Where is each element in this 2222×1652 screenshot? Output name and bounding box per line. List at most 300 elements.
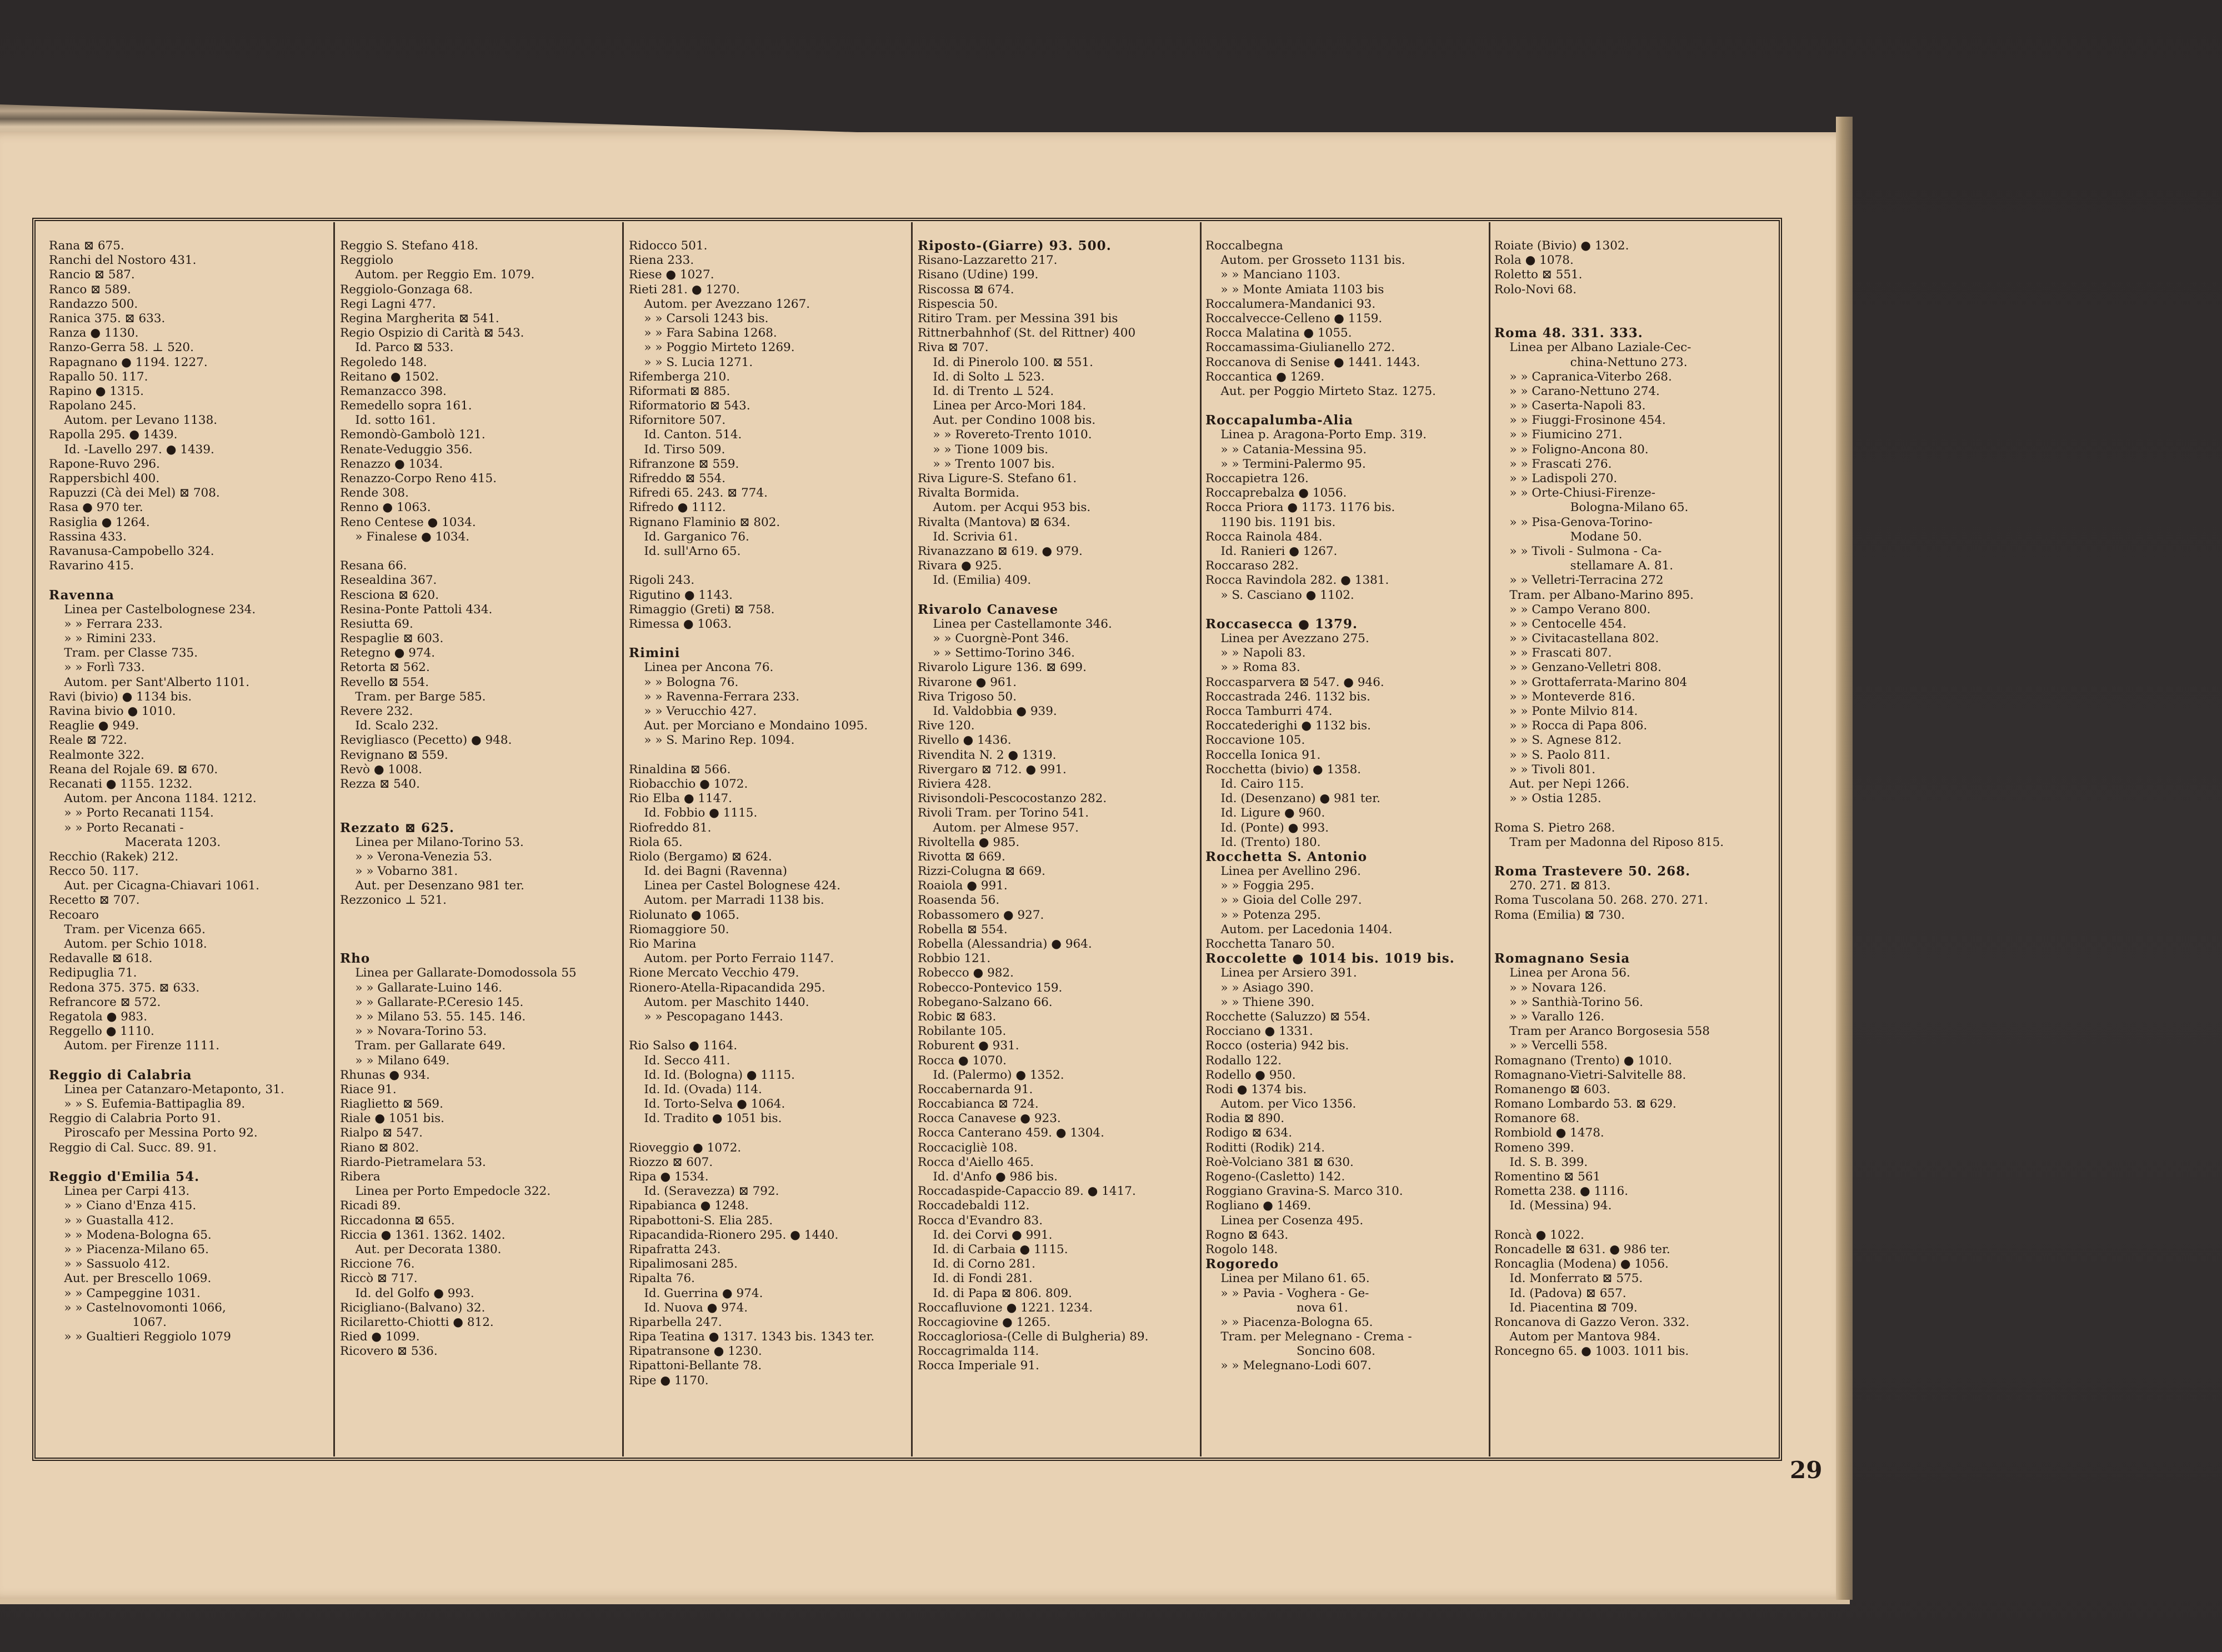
index-entry: » Finalese ● 1034. [340,529,470,544]
index-entry: Riola 65. [629,835,683,849]
index-entry: Riace 91. [340,1082,397,1097]
index-entry: Rifornitore 507. [629,413,726,428]
index-entry: Retorta ⊠ 562. [340,660,430,675]
index-entry: Riaglietto ⊠ 569. [340,1097,443,1112]
index-entry: Resciona ⊠ 620. [340,588,439,602]
index-entry: Rasiglia ● 1264. [49,515,150,529]
index-entry: Id. (Emilia) 409. [918,573,1032,588]
index-entry: Linea per Porto Empedocle 322. [340,1184,551,1199]
index-entry: Autom per Mantova 984. [1494,1330,1661,1344]
index-entry: Rivarone ● 961. [918,675,1017,689]
index-entry: Ranzo-Gerra 58. ⊥ 520. [49,341,194,355]
index-entry: Rapone-Ruvo 296. [49,457,160,471]
index-heading: Reggio d'Emilia 54. [49,1169,200,1184]
index-entry: Id. Parco ⊠ 533. [340,341,454,355]
index-entry: Id. S. B. 399. [1494,1155,1588,1169]
index-entry: Aut. per Nepi 1266. [1494,777,1630,791]
index-entry: Aut. per Poggio Mirteto Staz. 1275. [1205,384,1437,398]
index-heading: Roccasecca ● 1379. [1205,616,1358,632]
index-entry: Roccagloriosa-(Celle di Bulgheria) 89. [918,1330,1149,1344]
index-entry: Roma (Emilia) ⊠ 730. [1494,908,1625,922]
index-entry: Rocca Rainola 484. [1205,529,1323,544]
index-entry: » » Pescopagano 1443. [629,1009,783,1024]
index-entry: stellamare A. 81. [1494,559,1674,573]
index-entry: Remanzacco 398. [340,384,447,398]
index-entry: Ripabianca ● 1248. [629,1199,749,1213]
index-entry: Ripatransone ● 1230. [629,1344,762,1359]
index-entry: Rapuzzi (Cà dei Mel) ⊠ 708. [49,486,220,500]
index-entry: Reaglie ● 949. [49,719,139,733]
index-entry: Roccabianca ⊠ 724. [918,1097,1039,1112]
index-entry: Riva ⊠ 707. [918,341,989,355]
index-entry: » » Termini-Palermo 95. [1205,457,1366,471]
index-entry: Rocchette (Saluzzo) ⊠ 554. [1205,1009,1370,1024]
index-entry: Ripalta 76. [629,1271,695,1286]
index-entry: Resina-Ponte Pattoli 434. [340,602,493,617]
index-entry: Aut. per Decorata 1380. [340,1242,502,1256]
index-entry: Reggio S. Stefano 418. [340,239,479,253]
index-entry: Renate-Veduggio 356. [340,442,473,457]
index-entry: Id. Ranieri ● 1267. [1205,544,1338,558]
index-entry: china-Nettuno 273. [1494,355,1688,369]
index-entry: Aut. per Condino 1008 bis. [918,413,1096,428]
index-entry: Reggiolo-Gonzaga 68. [340,282,473,297]
index-entry: Autom. per Acqui 953 bis. [918,500,1091,515]
index-entry: Revere 232. [340,704,413,718]
index-entry: Romentino ⊠ 561 [1494,1170,1601,1184]
index-entry: Id. (Padova) ⊠ 657. [1494,1286,1627,1300]
index-entry: Rodigo ⊠ 634. [1205,1126,1293,1140]
index-entry: Autom. per Avezzano 1267. [629,297,810,311]
index-entry: Rocca Priora ● 1173. 1176 bis. [1205,500,1395,515]
index-entry: Linea per Castel Bolognese 424. [629,879,841,893]
index-entry: » » Ladispoli 270. [1494,472,1618,485]
index-entry: Roccalvecce-Celleno ● 1159. [1205,311,1383,326]
index-entry: » » Porto Recanati 1154. [49,806,214,820]
index-entry: Riccia ● 1361. 1362. 1402. [340,1228,506,1242]
index-entry: » » Tivoli 801. [1494,762,1596,777]
index-entry: Romagnano (Trento) ● 1010. [1494,1053,1672,1068]
index-entry: Roccastrada 246. 1132 bis. [1205,689,1370,704]
index-entry: Ravina bivio ● 1010. [49,704,176,718]
index-entry: Rivalta Bormida. [918,486,1019,500]
index-entry: Rimaggio (Greti) ⊠ 758. [629,602,775,617]
index-entry: » » Rocca di Papa 806. [1494,719,1648,733]
index-entry: Reggello ● 1110. [49,1024,154,1039]
index-entry: Revò ● 1008. [340,762,422,777]
index-entry: Ranica 375. ⊠ 633. [49,311,166,326]
index-entry: Rinaldina ⊠ 566. [629,762,731,777]
index-entry: Rolo-Novi 68. [1494,282,1577,297]
index-entry: Recetto ⊠ 707. [49,893,140,908]
index-entry: » » Gallarate-Luino 146. [340,980,503,995]
index-entry: Roccatederighi ● 1132 bis. [1205,719,1372,733]
index-entry: » » S. Marino Rep. 1094. [629,733,795,748]
index-entry: Renno ● 1063. [340,500,431,515]
index-entry: Roma S. Pietro 268. [1494,820,1615,835]
index-entry: Rifredo ● 1112. [629,500,726,515]
blank-line [629,632,907,646]
index-entry: Rivello ● 1436. [918,733,1012,748]
index-entry: Rocchetta Tanaro 50. [1205,937,1335,951]
blank-line [340,937,618,952]
index-heading: Roccolette ● 1014 bis. 1019 bis. [1205,951,1455,967]
index-entry: » » Velletri-Terracina 272 [1494,573,1664,588]
index-entry: Rappersbichl 400. [49,472,160,485]
index-entry: » » Santhià-Torino 56. [1494,995,1643,1009]
index-column-6 [1494,239,1772,1455]
column-divider [333,222,335,1456]
index-entry: Roccadebaldi 112. [918,1199,1030,1213]
index-entry: Resealdina 367. [340,573,437,588]
index-entry: Rapolla 295. ● 1439. [49,428,178,442]
index-entry: Roncanova di Gazzo Veron. 332. [1494,1315,1690,1329]
index-heading: Rezzato ⊠ 625. [340,820,455,835]
index-entry: Id. Ligure ● 960. [1205,806,1325,820]
index-entry: Roccacigliè 108. [918,1140,1018,1155]
index-entry: Riformati ⊠ 885. [629,384,730,398]
index-entry: Riscossa ⊠ 674. [918,282,1014,297]
index-entry: Roiate (Bivio) ● 1302. [1494,239,1629,253]
index-entry: » » Capranica-Viterbo 268. [1494,369,1672,384]
index-entry: » » Milano 53. 55. 145. 146. [340,1009,526,1024]
index-entry: Reggiolo [340,253,394,268]
index-entry: Rivalta (Mantova) ⊠ 634. [918,515,1070,529]
index-entry: Id. (Desenzano) ● 981 ter. [1205,792,1380,806]
index-entry: Roncaglia (Modena) ● 1056. [1494,1257,1669,1271]
blank-line [629,1126,907,1140]
index-entry: Autom. per Schio 1018. [49,937,207,951]
index-entry: » » Carano-Nettuno 274. [1494,384,1660,398]
index-entry: » » Fiuggi-Frosinone 454. [1494,413,1666,428]
blank-line [1494,923,1772,937]
index-entry: 270. 271. ⊠ 813. [1494,879,1611,893]
index-entry: » » Ponte Milvio 814. [1494,704,1638,718]
index-entry: Rapolano 245. [49,399,137,413]
index-entry: Rieti 281. ● 1270. [629,282,740,297]
index-entry: Roccaprebalza ● 1056. [1205,486,1347,500]
index-entry: » » Fara Sabina 1268. [629,326,777,341]
index-entry: » » Napoli 83. [1205,646,1306,660]
index-entry: Ravarino 415. [49,559,134,573]
index-entry: Redavalle ⊠ 618. [49,952,153,966]
index-entry: Id. Nuova ● 974. [629,1300,748,1315]
column-divider [1200,222,1202,1456]
index-entry: Autom. per Vico 1356. [1205,1097,1357,1112]
index-entry: Realmonte 322. [49,748,144,762]
blank-line [1494,297,1772,312]
index-entry: Robassomero ● 927. [918,908,1044,922]
index-entry: » » Campeggine 1031. [49,1286,201,1300]
blank-line [340,806,618,820]
index-entry: Riobacchio ● 1072. [629,777,748,791]
index-entry: Rogolo 148. [1205,1242,1278,1256]
index-entry: Id. di Corno 281. [918,1257,1035,1271]
index-entry: Id. di Trento ⊥ 524. [918,384,1054,398]
index-entry: » » Guastalla 412. [49,1213,174,1228]
index-entry: Roditti (Rodik) 214. [1205,1140,1325,1155]
index-entry: Linea per Avellino 296. [1205,864,1361,879]
column-divider [911,222,913,1456]
index-entry: Autom. per Ancona 1184. 1212. [49,792,257,806]
index-entry: Id. (Seravezza) ⊠ 792. [629,1184,779,1199]
index-entry: Rifemberga 210. [629,369,730,384]
index-entry: Linea per Carpi 413. [49,1184,190,1199]
index-entry: Id. (Messina) 94. [1494,1199,1612,1213]
index-entry: Rivoli Tram. per Torino 541. [918,806,1089,820]
index-entry: Ranza ● 1130. [49,326,139,341]
index-entry: Linea per Arsiero 391. [1205,966,1357,980]
index-entry: » » Modena-Bologna 65. [49,1228,212,1242]
index-entry: Rocco (osteria) 942 bis. [1205,1039,1349,1053]
index-entry: Rodallo 122. [1205,1053,1282,1068]
index-entry: » » S. Eufemia-Battipaglia 89. [49,1097,246,1112]
index-heading: Rho [340,951,371,967]
index-entry: 1067. [49,1315,167,1329]
index-heading: Rogoredo [1205,1256,1279,1272]
index-entry: Rocciano ● 1331. [1205,1024,1313,1039]
index-entry: Ricilaretto-Chiotti ● 812. [340,1315,494,1329]
index-entry: Linea per Milano-Torino 53. [340,835,524,849]
index-entry: Linea per Arona 56. [1494,966,1630,980]
index-entry: Ripe ● 1170. [629,1373,709,1388]
index-entry: Linea per Milano 61. 65. [1205,1271,1370,1286]
blank-line [629,1024,907,1039]
index-entry: Id. dei Bagni (Ravenna) [629,864,788,879]
index-entry: Resana 66. [340,559,407,573]
blank-line [1494,806,1772,820]
index-entry: Riena 233. [629,253,694,268]
index-entry: Rispescia 50. [918,297,998,311]
index-entry: Reggio di Cal. Succ. 89. 91. [49,1140,217,1155]
index-heading: Ravenna [49,587,114,603]
index-entry: » » Genzano-Velletri 808. [1494,660,1662,675]
index-entry: Rioveggio ● 1072. [629,1140,742,1155]
index-entry: » » Manciano 1103. [1205,268,1340,282]
index-entry: Riolunato ● 1065. [629,908,739,922]
index-entry: » » Trento 1007 bis. [918,457,1055,471]
index-entry: Ripa ● 1534. [629,1170,709,1184]
blank-line [918,588,1195,603]
index-entry: Macerata 1203. [49,835,221,849]
index-entry: Id. Tradito ● 1051 bis. [629,1112,782,1126]
index-entry: Remondò-Gambolò 121. [340,428,486,442]
index-entry: Rapallo 50. 117. [49,369,148,384]
index-entry: Tram. per Gallarate 649. [340,1039,506,1053]
index-entry: Romanore 68. [1494,1112,1580,1126]
index-entry: Randazzo 500. [49,297,138,311]
index-entry: » » Grottaferrata-Marino 804 [1494,675,1688,689]
index-entry: Rittnerbahnhof (St. del Rittner) 400 [918,326,1136,341]
index-entry: Tram. per Vicenza 665. [49,922,206,937]
index-entry: Autom. per Grosseto 1131 bis. [1205,253,1405,268]
index-entry: Roburent ● 931. [918,1039,1019,1053]
index-entry: Id. Valdobbia ● 939. [918,704,1057,718]
index-entry: Ranco ⊠ 589. [49,282,131,297]
index-entry: Rigoli 243. [629,573,695,588]
index-entry: Tram per Aranco Borgosesia 558 [1494,1024,1710,1039]
index-entry: Riccadonna ⊠ 655. [340,1213,455,1228]
index-entry: » » Tivoli - Sulmona - Ca- [1494,544,1662,558]
index-entry: Roccagiovine ● 1265. [918,1315,1051,1329]
index-entry: Riviera 428. [918,777,992,791]
index-entry: Regina Margherita ⊠ 541. [340,311,499,326]
blank-line [1494,312,1772,326]
index-entry: » » Civitacastellana 802. [1494,632,1659,646]
index-entry: Id. Guerrina ● 974. [629,1286,763,1300]
index-entry: Robecco-Pontevico 159. [918,980,1063,995]
index-entry: » » Porto Recanati - [49,820,184,835]
index-entry: Piroscafo per Messina Porto 92. [49,1126,258,1140]
index-entry: Id. Garganico 76. [629,529,749,544]
index-entry: Romano Lombardo 53. ⊠ 629. [1494,1097,1676,1112]
index-entry: Rivanazzano ⊠ 619. ● 979. [918,544,1083,558]
index-entry: » » Roma 83. [1205,660,1300,675]
index-entry: » » Ciano d'Enza 415. [49,1199,197,1213]
page-number: 29 [1790,1456,1823,1484]
index-entry: » » Monteverde 816. [1494,689,1635,704]
index-entry: Robegano-Salzano 66. [918,995,1053,1009]
index-entry: Rio Elba ● 1147. [629,792,732,806]
index-entry: » » Frascati 807. [1494,646,1612,660]
index-entry: Roccella Ionica 91. [1205,748,1321,762]
index-entry: Rocca Malatina ● 1055. [1205,326,1352,341]
index-entry: » » S. Agnese 812. [1494,733,1622,748]
index-entry: » » Bologna 76. [629,675,739,689]
blank-line [629,559,907,573]
index-entry: Rocca Canavese ● 923. [918,1112,1061,1126]
index-entry: Id. Tirso 509. [629,442,725,457]
index-column-3 [629,239,907,1455]
index-entry: Riofreddo 81. [629,820,712,835]
index-entry: Rocca ● 1070. [918,1053,1007,1068]
index-entry: Rocca Imperiale 91. [918,1359,1039,1373]
index-entry: Revello ⊠ 554. [340,675,429,689]
index-entry: Redipuglia 71. [49,966,137,980]
index-entry: Id. Secco 411. [629,1053,730,1068]
index-entry: Riccione 76. [340,1257,415,1271]
index-entry: Id. Fobbio ● 1115. [629,806,758,820]
index-entry: Rezza ⊠ 540. [340,777,420,791]
index-entry: Autom. per Reggio Em. 1079. [340,268,535,282]
index-entry: » » Settimo-Torino 346. [918,646,1075,660]
index-entry: Recoaro [49,908,99,922]
index-entry: Roccamassima-Giulianello 272. [1205,341,1395,355]
index-entry: Ricovero ⊠ 536. [340,1344,438,1359]
index-entry: Reale ⊠ 722. [49,733,127,748]
index-entry: Rio Marina [629,937,697,951]
index-heading: Roccapalumba-Alia [1205,413,1353,428]
index-entry: » » Rimini 233. [49,632,157,646]
index-entry: Id. Torto-Selva ● 1064. [629,1097,785,1112]
index-entry: Rifreddo ⊠ 554. [629,472,726,485]
index-entry: Roggiano Gravina-S. Marco 310. [1205,1184,1403,1199]
blank-line [1494,1214,1772,1228]
index-entry: Rodia ⊠ 890. [1205,1112,1285,1126]
index-entry: Renazzo-Corpo Reno 415. [340,472,497,485]
index-entry: » » Rovereto-Trento 1010. [918,428,1092,442]
index-entry: Revigliasco (Pecetto) ● 948. [340,733,512,748]
index-entry: Rassina 433. [49,529,127,544]
index-entry: Linea per Avezzano 275. [1205,632,1369,646]
index-entry: Id. dei Corvi ● 991. [918,1228,1053,1242]
index-entry: Riciglianо-(Balvano) 32. [340,1300,486,1315]
index-entry: Rimessa ● 1063. [629,617,732,631]
index-entry: Renazzo ● 1034. [340,457,443,471]
index-entry: Riese ● 1027. [629,268,714,282]
index-entry: Roccaraso 282. [1205,559,1299,573]
index-entry: » » Poggio Mirteto 1269. [629,341,795,355]
blank-line [340,792,618,806]
index-entry: Id. sotto 161. [340,413,436,428]
blank-line [340,544,618,559]
index-entry: Ribera [340,1170,381,1184]
index-entry: Id. Id. (Bologna) ● 1115. [629,1068,795,1082]
index-entry: Id. Piacentina ⊠ 709. [1494,1300,1638,1315]
index-entry: Ripabottoni-S. Elia 285. [629,1213,773,1228]
index-entry: Risano-Lazzaretto 217. [918,253,1058,268]
blank-line [49,1155,327,1170]
index-entry: Romagnano-Vietri-Salvitelle 88. [1494,1068,1686,1082]
index-entry: Ravanusa-Campobello 324. [49,544,214,558]
index-entry: Linea per Castellamonte 346. [918,617,1112,631]
index-entry: Rocca d'Evandro 83. [918,1213,1043,1228]
blank-line [1494,850,1772,864]
index-entry: Reana del Rojale 69. ⊠ 670. [49,762,218,777]
index-entry: Rola ● 1078. [1494,253,1574,268]
index-entry: Rignano Flaminio ⊠ 802. [629,515,780,529]
index-entry: Reitano ● 1502. [340,369,439,384]
index-entry: Refrancore ⊠ 572. [49,995,161,1009]
index-entry: Rana ⊠ 675. [49,239,124,253]
index-entry: Rogliano ● 1469. [1205,1199,1312,1213]
index-entry: Id. (Palermo) ● 1352. [918,1068,1064,1082]
index-entry: Rocca Ravindola 282. ● 1381. [1205,573,1389,588]
index-entry: Robella (Alessandria) ● 964. [918,937,1092,951]
index-heading: Rocchetta S. Antonio [1205,849,1368,864]
index-entry: Roccalbegna [1205,239,1283,253]
index-entry: » » Foligno-Ancona 80. [1494,442,1649,457]
index-entry: Ranchi del Nostoro 431. [49,253,197,268]
index-entry: Roletto ⊠ 551. [1494,268,1583,282]
index-entry: » » Orte-Chiusi-Firenze- [1494,486,1655,500]
index-entry: Id. Cairo 115. [1205,777,1304,791]
index-entry: Rivarolo Ligure 136. ⊠ 699. [918,660,1087,675]
index-entry: Roccapietra 126. [1205,472,1309,485]
index-entry: Riparbella 247. [629,1315,722,1329]
index-entry: Roccavione 105. [1205,733,1305,748]
index-entry: Respaglie ⊠ 603. [340,632,444,646]
index-entry: Robecco ● 982. [918,966,1014,980]
index-entry: » » Vobarno 381. [340,864,458,879]
index-heading: Roma 48. 331. 333. [1494,326,1643,341]
index-entry: » S. Casciano ● 1102. [1205,588,1354,602]
index-entry: » » Vercelli 558. [1494,1039,1608,1053]
index-entry: Ripattoni-Bellante 78. [629,1359,762,1373]
index-column-1 [49,239,327,1455]
blank-line [1494,937,1772,952]
index-entry: Roncadelle ⊠ 631. ● 986 ter. [1494,1242,1670,1256]
index-entry: Rione Mercato Vecchio 479. [629,966,799,980]
index-entry: Id. di Pinerolo 100. ⊠ 551. [918,355,1093,369]
index-entry: Roncà ● 1022. [1494,1228,1584,1242]
index-entry: » » Forlì 733. [49,660,145,675]
index-entry: Roccalumera-Mandanici 93. [1205,297,1376,311]
index-entry: Roccasparvera ⊠ 547. ● 946. [1205,675,1384,689]
index-entry: Rombiold ● 1478. [1494,1126,1604,1140]
index-entry: » » Ostia 1285. [1494,792,1602,806]
index-entry: Roccadaspide-Capaccio 89. ● 1417. [918,1184,1136,1199]
